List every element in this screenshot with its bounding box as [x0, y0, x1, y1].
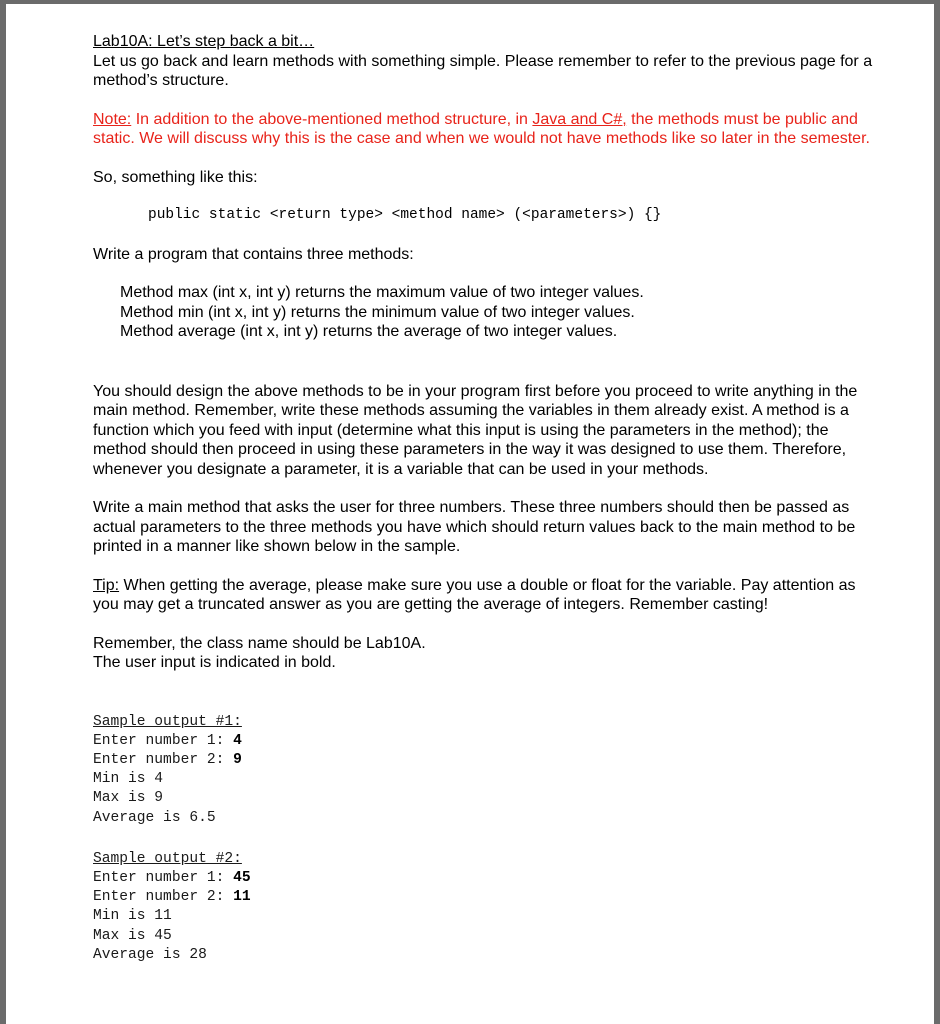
- user-input-value: 4: [233, 732, 242, 749]
- sample-average-line: Average is 6.5: [93, 809, 216, 826]
- tip-paragraph: [93, 576, 883, 615]
- sample-min-line: Min is 4: [93, 771, 164, 788]
- intro-paragraph: Let us go back and learn methods with something simple. Please remember to refer to the previous page for a method’s structure.: [93, 52, 873, 89]
- note-languages: Java and C#,: [532, 110, 627, 128]
- method-signature: public static <return type> <method name> (<parameters>) {}: [148, 207, 662, 223]
- sample-line: [93, 751, 883, 770]
- tip-text: When getting the average, please make sure you use a double or float for the variable. Pay attention as you may get a truncated answer as you are getting the average of integers. Remember casting!: [93, 576, 856, 613]
- note-label: Note:: [93, 110, 132, 128]
- method-min: Method min (int x, int y) returns the minimum value of two integer values.: [120, 303, 635, 321]
- note-part2: the methods must be public and static. We will discuss why this is the case and when we would not have methods like so later in the semester.: [93, 110, 870, 147]
- main-method-paragraph: Write a main method that asks the user for three numbers. These three numbers should then be passed as actual parameters to the three methods you have which should return values back to the main method to be printed in a manner like shown below in the sample.: [93, 499, 856, 555]
- lab-title: Lab10A: Let’s step back a bit…: [93, 33, 315, 50]
- methods-list: [120, 283, 883, 342]
- sample-output-2: [93, 850, 883, 965]
- user-input-note: The user input is indicated in bold.: [93, 654, 336, 671]
- user-input-value: 9: [233, 751, 242, 768]
- method-average: Method average (int x, int y) returns the average of two integer values.: [120, 323, 618, 340]
- sample-output-1: [93, 713, 883, 828]
- document-body: [93, 32, 883, 965]
- method-max: Method max (int x, int y) returns the maximum value of two integer values.: [120, 284, 644, 301]
- tip-label: Tip:: [93, 576, 120, 594]
- sample-average-line: Average is 28: [93, 946, 207, 963]
- sample-max-line: Max is 9: [93, 790, 164, 807]
- prompt-text: Enter number 2:: [93, 889, 234, 906]
- prompt-text: Enter number 1:: [93, 869, 234, 886]
- prompt-text: Enter number 1:: [93, 732, 234, 749]
- document-page: [6, 4, 934, 1024]
- user-input-value: 45: [233, 869, 251, 886]
- design-paragraph: You should design the above methods to be in your program first before you proceed to write anything in the main method. Remember, write these methods assuming the variables in them already exist. A method is a function which you feed with input (determine what this input is using the parameters in the method); the method should then proceed in using these parameters in the way it was designed to use them. Therefore, whenever you designate a parameter, it is a variable that can be used in your methods.: [93, 382, 858, 478]
- so-like-text: So, something like this:: [93, 168, 258, 186]
- user-input-value: 11: [233, 889, 251, 906]
- sample-heading: Sample output #2:: [93, 850, 242, 867]
- sample-heading: Sample output #1:: [93, 713, 242, 730]
- write-program-text: Write a program that contains three methods:: [93, 245, 414, 263]
- sample-line: [93, 732, 883, 751]
- sample-line: [93, 888, 883, 907]
- note-paragraph: [93, 110, 883, 149]
- class-name-note: Remember, the class name should be Lab10A.: [93, 634, 426, 652]
- sample-max-line: Max is 45: [93, 927, 172, 944]
- sample-min-line: Min is 11: [93, 908, 172, 925]
- sample-line: [93, 869, 883, 888]
- prompt-text: Enter number 2:: [93, 751, 234, 768]
- note-part1: In addition to the above-mentioned method structure, in: [131, 110, 533, 128]
